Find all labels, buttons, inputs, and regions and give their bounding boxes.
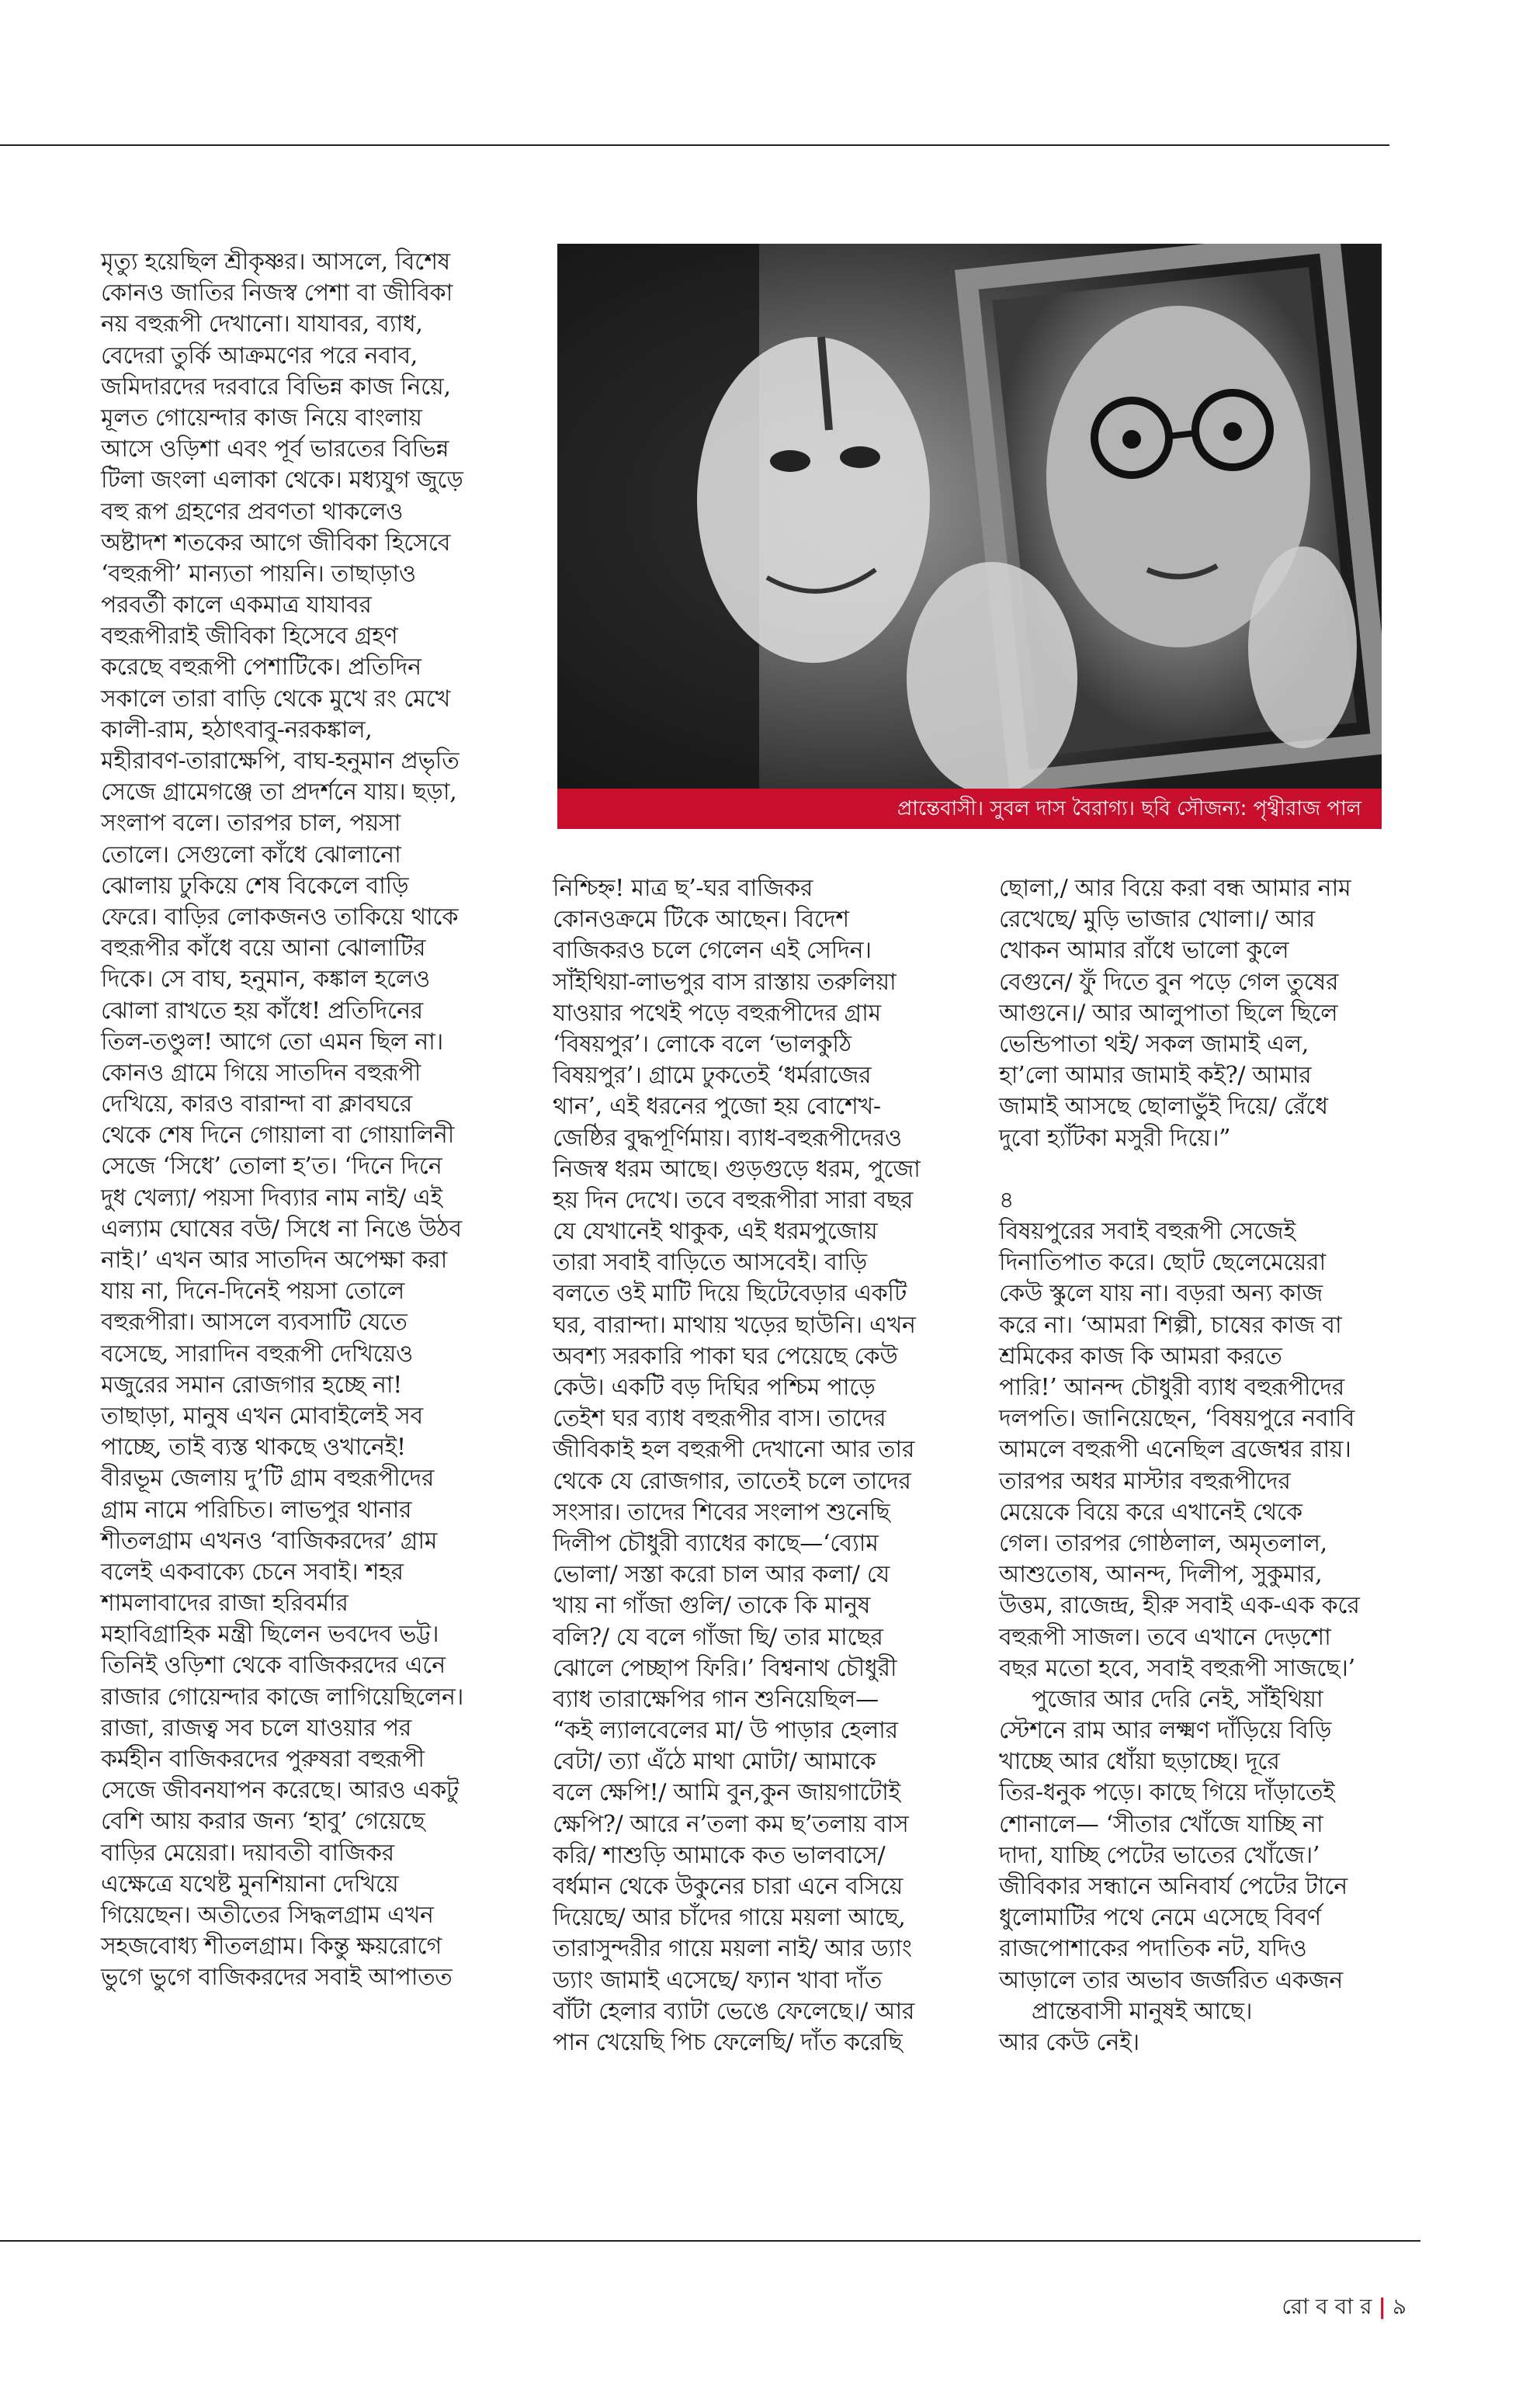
text-line: বহুরূপীরা। আসলে ব্যবসাটি যেতে <box>101 1309 408 1337</box>
text-line: সংসার। তাদের শিবের সংলাপ শুনেছি <box>553 1498 890 1526</box>
text-line: শামলাবাদের রাজা হরিবর্মার <box>101 1590 349 1618</box>
text-line: ব্যাধ তারাক্ষেপির গান শুনিয়েছিল— <box>553 1685 879 1713</box>
text-line: হা’লো আমার জামাই কই?/ আমার <box>999 1062 1312 1090</box>
text-line: উত্তম, রাজেন্দ্র, হীরু সবাই এক-এক করে <box>999 1592 1360 1620</box>
text-line: থান’, এই ধরনের পুজো হয় বোশেখ- <box>553 1093 881 1121</box>
text-line: বহুরূপী সাজল। তবে এখানে দেড়শো <box>999 1623 1331 1651</box>
text-line: তিল-তণ্ডুল! আগে তো এমন ছিল না। <box>101 1028 443 1056</box>
text-line: মহাবিগ্রাহিক মন্ত্রী ছিলেন ভবদেব ভট্ট। <box>101 1621 439 1649</box>
article-column-2 <box>553 873 972 2058</box>
text-line: করি/ শাশুড়ি আমাকে কত ভালবাসে/ <box>553 1841 886 1869</box>
text-line: সেজে ‘সিধে’ তোলা হ’ত। ‘দিনে দিনে <box>101 1153 442 1181</box>
text-line: মেয়েকে বিয়ে করে এখানেই থেকে <box>999 1498 1302 1526</box>
text-line: দুধ খেল্যা/ পয়সা দিব্যার নাম নাই/ এই <box>101 1184 442 1212</box>
footer-separator: | <box>1378 2294 1386 2319</box>
text-line: বছর মতো হবে, সবাই বহুরূপী সাজছে।’ <box>999 1654 1355 1682</box>
text-line: টিলা জংলা এলাকা থেকে। মধ্যযুগ জুড়ে <box>101 466 463 494</box>
text-line: “কই ল্যালবেলের মা/ উ পাড়ার হেলার <box>553 1717 898 1745</box>
text-line: জীবিকাই হল বহুরূপী দেখানো আর তার <box>553 1436 915 1464</box>
text-line: সংলাপ বলে। তারপর চাল, পয়সা <box>101 810 401 838</box>
article-column-3 <box>999 873 1418 2058</box>
text-line: দুবো হ্যাঁটকা মসুরী দিয়ে।” <box>999 1124 1231 1152</box>
text-line: তিনিই ওড়িশা থেকে বাজিকরদের এনে <box>101 1652 446 1680</box>
text-line: শোনালে— ‘সীতার খোঁজে যাচ্ছি না <box>999 1810 1323 1838</box>
text-line: শীতলগ্রাম এখনও ‘বাজিকরদের’ গ্রাম <box>101 1527 438 1555</box>
page-footer <box>1282 2290 1406 2326</box>
text-line: সকালে তারা বাড়ি থেকে মুখে রং মেখে <box>101 685 450 713</box>
text-line: রেখেছে/ মুড়ি ভাজার খোলা।/ আর <box>999 906 1315 934</box>
text-line: আশুতোষ, আনন্দ, দিলীপ, সুকুমার, <box>999 1561 1323 1589</box>
text-line: সেজে গ্রামেগঞ্জে তা প্রদর্শনে যায়। ছড়া, <box>101 779 457 806</box>
text-line: আসে ওড়িশা এবং পূর্ব ভারতের বিভিন্ন <box>101 435 449 463</box>
text-line: বেটা/ ত্যা এঁঠে মাথা মোটা/ আমাকে <box>553 1748 876 1776</box>
text-line: বাড়ির মেয়েরা। দয়াবতী বাজিকর <box>101 1839 394 1867</box>
text-line: ক্ষেপি?/ আরে ন’তলা কম ছ’তলায় বাস <box>553 1810 909 1838</box>
text-line: ঘর, বারান্দা। মাথায় খড়ের ছাউনি। এখন <box>553 1311 916 1339</box>
text-line: স্টেশনে রাম আর লক্ষ্মণ দাঁড়িয়ে বিড়ি <box>999 1717 1332 1745</box>
text-line: আড়ালে তার অভাব জর্জরিত একজন <box>999 1966 1343 1994</box>
text-line: করে না। ‘আমরা শিল্পী, চাষের কাজ বা <box>999 1311 1342 1339</box>
text-line: খাচ্ছে আর ধোঁয়া ছড়াচ্ছে। দূরে <box>999 1748 1280 1776</box>
text-line: তারা সবাই বাড়িতে আসবেই। বাড়ি <box>553 1249 867 1277</box>
text-line: মৃত্যু হয়েছিল শ্রীকৃষ্ণর। আসলে, বিশেষ <box>101 248 450 276</box>
text-line: দিলীপ চৌধুরী ব্যাধের কাছে—‘ব্যোম <box>553 1529 879 1557</box>
text-line: বেগুনে/ ফুঁ দিতে বুন পড়ে গেল তুষের <box>999 968 1339 996</box>
text-line: যায় না, দিনে-দিনেই পয়সা তোলে <box>101 1278 404 1306</box>
text-line: করেছে বহুরূপী পেশাটিকে। প্রতিদিন <box>101 654 421 681</box>
text-line: তেইশ ঘর ব্যাধ বহুরূপীর বাস। তাদের <box>553 1405 886 1433</box>
text-line: বাঁটা হেলার ব্যাটা ভেঙে ফেলেছে।/ আর <box>553 1997 915 2025</box>
text-line: নিজস্ব ধরম আছে। গুড়গুড়ে ধরম, পুজো <box>553 1155 921 1183</box>
text-line: থেকে শেষ দিনে গোয়ালা বা গোয়ালিনী <box>101 1122 455 1150</box>
text-line: নাই।’ এখন আর সাতদিন অপেক্ষা করা <box>101 1247 448 1274</box>
text-line: ভোলা/ সস্তা করো চাল আর কলা/ যে <box>553 1561 890 1589</box>
text-line: খোকন আমার রাঁধে ভালো কুলে <box>999 937 1289 965</box>
text-line: বলি?/ যে বলে গাঁজা ছি/ তার মাছের <box>553 1623 883 1651</box>
article-column-1 <box>101 247 514 1994</box>
text-line: হয় দিন দেখে। তবে বহুরূপীরা সারা বছর <box>553 1186 914 1214</box>
text-line: ‘বহুরূপী’ মান্যতা পায়নি। তাছাড়াও <box>101 560 416 588</box>
text-line: বেদেরা তুর্কি আক্রমণের পরে নবাব, <box>101 342 418 369</box>
text-line: নয় বহুরূপী দেখানো। যাযাবর, ব্যাধ, <box>101 310 423 338</box>
feature-photo <box>557 244 1382 829</box>
text-line: গেল। তারপর গোষ্ঠলাল, অমৃতলাল, <box>999 1529 1327 1557</box>
magazine-name: রো ব বা র <box>1282 2294 1372 2319</box>
text-line <box>999 1154 1418 1185</box>
text-line: কোনও জাতির নিজস্ব পেশা বা জীবিকা <box>101 279 453 307</box>
text-line: রাজার গোয়েন্দার কাজে লাগিয়েছিলেন। <box>101 1683 464 1711</box>
text-line: যাওয়ার পথেই পড়ে বহুরূপীদের গ্রাম <box>553 999 881 1027</box>
text-line: পারি!’ আনন্দ চৌধুরী ব্যাধ বহুরূপীদের <box>999 1374 1344 1401</box>
text-line: এল্যাম ঘোষের বউ/ সিধে না নিঙে উঠব <box>101 1215 462 1243</box>
text-line: কালী-রাম, হঠাৎবাবু-নরকঙ্কাল, <box>101 716 373 744</box>
text-line: মহীরাবণ-তারাক্ষেপি, বাঘ-হনুমান প্রভৃতি <box>101 747 460 775</box>
text-line: ৪ <box>999 1186 1015 1214</box>
text-line: খায় না গাঁজা গুলি/ তাকে কি মানুষ <box>553 1592 871 1620</box>
text-line: দিনাতিপাত করে। ছোট ছেলেমেয়েরা <box>999 1249 1326 1277</box>
text-line: দাদা, যাচ্ছি পেটের ভাতের খোঁজে।’ <box>999 1841 1320 1869</box>
text-line: ঝোলায় ঢুকিয়ে শেষ বিকেলে বাড়ি <box>101 872 409 900</box>
text-line: রাজা, রাজত্ব সব চলে যাওয়ার পর <box>101 1714 411 1742</box>
text-line: বহু রূপ গ্রহণের প্রবণতা থাকলেও <box>101 498 404 525</box>
text-line: থেকে যে রোজগার, তাতেই চলে তাদের <box>553 1467 911 1495</box>
text-line: সেজে জীবনযাপন করেছে। আরও একটু <box>101 1777 459 1805</box>
text-line: ঝোলা রাখতে হয় কাঁধে! প্রতিদিনের <box>101 997 423 1025</box>
text-line: বহুরূপীরাই জীবিকা হিসেবে গ্রহণ <box>101 623 398 650</box>
text-line: পরবর্তী কালে একমাত্র যাযাবর <box>101 591 372 619</box>
text-line: আগুনে।/ আর আলুপাতা ছিলে ছিলে <box>999 999 1338 1027</box>
text-line: ভুগে ভুগে বাজিকরদের সবাই আপাতত <box>101 1964 453 1992</box>
text-line: সাঁইথিয়া-লাভপুর বাস রাস্তায় তরুলিয়া <box>553 968 897 996</box>
text-line: কোনওক্রমে টিকে আছেন। বিদেশ <box>553 906 849 934</box>
text-line: ‘বিষয়পুর’। লোকে বলে ‘ভালকুঠি <box>553 1030 852 1058</box>
text-line: বেশি আয় করার জন্য ‘হাবু’ গেয়েছে <box>101 1808 425 1836</box>
text-line: যে যেখানেই থাকুক, এই ধরমপুজোয় <box>553 1218 878 1246</box>
text-line: এক্ষেত্রে যথেষ্ট মুনশিয়ানা দেখিয়ে <box>101 1870 399 1898</box>
text-line: অষ্টাদশ শতকের আগে জীবিকা হিসেবে <box>101 529 451 557</box>
text-line: বলতে ওই মাটি দিয়ে ছিটেবেড়ার একটি <box>553 1280 907 1308</box>
text-line: বলেই একবাক্যে চেনে সবাই। শহর <box>101 1558 404 1586</box>
text-line: গ্রাম নামে পরিচিত। লাভপুর থানার <box>101 1496 412 1524</box>
top-rule <box>0 144 1389 146</box>
text-line: ড্যাং জামাই এসেছে/ ফ্যান খাবা দাঁত <box>553 1966 882 1994</box>
text-line: ধুলোমাটির পথে নেমে এসেছে বিবর্ণ <box>999 1904 1321 1932</box>
text-line: মূলত গোয়েন্দার কাজ নিয়ে বাংলায় <box>101 404 422 432</box>
text-line: বহুরূপীর কাঁধে বয়ে আনা ঝোলাটির <box>101 935 426 962</box>
photo-caption: প্রান্তেবাসী। সুবল দাস বৈরাগ্য। ছবি সৌজন্য: পৃথ্বীরাজ পাল <box>557 789 1382 829</box>
text-line: জীবিকার সন্ধানে অনিবার্য পেটের টানে <box>999 1873 1348 1900</box>
text-line: তারাসুন্দরীর গায়ে ময়লা নাই/ আর ড্যাং <box>553 1935 912 1963</box>
text-line: নিশ্চিহ্ন! মাত্র ছ’-ঘর বাজিকর <box>553 875 813 902</box>
text-line: দলপতি। জানিয়েছেন, ‘বিষয়পুরে নবাবি <box>999 1405 1354 1433</box>
bottom-rule <box>0 2240 1420 2242</box>
bahurupi-portrait-image <box>557 244 1382 829</box>
text-line: তির-ধনুক পড়ে। কাছে গিয়ে দাঁড়াতেই <box>999 1779 1335 1807</box>
text-line: বিষয়পুর’। গ্রামে ঢুকতেই ‘ধর্মরাজের <box>553 1062 872 1090</box>
text-line: মজুরের সমান রোজগার হচ্ছে না! <box>101 1371 403 1399</box>
text-line: জেষ্ঠির বুদ্ধপূর্ণিমায়। ব্যাধ-বহুরূপীদেরও <box>553 1124 902 1152</box>
text-line: তাছাড়া, মানুষ এখন মোবাইলেই সব <box>101 1402 423 1430</box>
text-line: পান খেয়েছি পিচ ফেলেছি/ দাঁত করেছি <box>553 2028 903 2056</box>
page-number: ৯ <box>1392 2294 1406 2319</box>
text-line: কেউ স্কুলে যায় না। বড়রা অন্য কাজ <box>999 1280 1323 1308</box>
text-line: রাজপোশাকের পদাতিক নট, যদিও <box>999 1935 1307 1963</box>
text-line: কর্মহীন বাজিকরদের পুরুষরা বহুরূপী <box>101 1746 425 1773</box>
text-line: জামাই আসছে ছোলাভুঁই দিয়ে/ রেঁধে <box>999 1093 1328 1121</box>
text-line: আর কেউ নেই। <box>999 2028 1139 2056</box>
text-line: দেখিয়ে, কারও বারান্দা বা ক্লাবঘরে <box>101 1091 412 1118</box>
text-line: বিষয়পুরের সবাই বহুরূপী সেজেই <box>999 1218 1295 1246</box>
text-line: গিয়েছেন। অতীতের সিদ্ধলগ্রাম এখন <box>101 1901 434 1929</box>
text-line: আমলে বহুরূপী এনেছিল ব্রজেশ্বর রায়। <box>999 1436 1351 1464</box>
text-line: পুজোর আর দেরি নেই, সাঁইথিয়া <box>1032 1685 1323 1713</box>
text-line: বর্ধমান থেকে উকুনের চারা এনে বসিয়ে <box>553 1873 904 1900</box>
text-line: প্রান্তেবাসী মানুষই আছে। <box>1032 1997 1253 2025</box>
text-line: তোলে। সেগুলো কাঁধে ঝোলানো <box>101 841 401 869</box>
text-line: দিকে। সে বাঘ, হনুমান, কঙ্কাল হলেও <box>101 966 430 994</box>
text-line: জমিদারদের দরবারে বিভিন্ন কাজ নিয়ে, <box>101 373 451 401</box>
text-line: বীরভূম জেলায় দু’টি গ্রাম বহুরূপীদের <box>101 1465 435 1493</box>
text-line: কেউ। একটি বড় দিঘির পশ্চিম পাড়ে <box>553 1374 876 1401</box>
text-line: ভেন্ডিপাতা থই/ সকল জামাই এল, <box>999 1030 1309 1058</box>
text-line: ফেরে। বাড়ির লোকজনও তাকিয়ে থাকে <box>101 903 459 931</box>
text-line: বসেছে, সারাদিন বহুরূপী দেখিয়েও <box>101 1340 413 1368</box>
text-line: বলে ক্ষেপি!/ আমি বুন,কুন জায়গাটোই <box>553 1779 900 1807</box>
text-line: কোনও গ্রামে গিয়ে সাতদিন বহুরূপী <box>101 1059 421 1087</box>
text-line: তারপর অধর মাস্টার বহুরূপীদের <box>999 1467 1291 1495</box>
text-line: বাজিকরও চলে গেলেন এই সেদিন। <box>553 937 872 965</box>
text-line: অবশ্য সরকারি পাকা ঘর পেয়েছে কেউ <box>553 1342 898 1370</box>
text-line: সহজবোধ্য শীতলগ্রাম। কিন্তু ক্ষয়রোগে <box>101 1933 442 1961</box>
text-line: দিয়েছে/ আর চাঁদের গায়ে ময়লা আছে, <box>553 1904 906 1932</box>
text-line: পাচ্ছে, তাই ব্যস্ত থাকছে ওখানেই! <box>101 1434 406 1462</box>
text-line: শ্রমিকের কাজ কি আমরা করতে <box>999 1342 1282 1370</box>
text-line: ছোলা,/ আর বিয়ে করা বন্ধ আমার নাম <box>999 875 1351 902</box>
text-line: ঝোলে পেচ্ছাপ ফিরি।’ বিশ্বনাথ চৌধুরী <box>553 1654 897 1682</box>
